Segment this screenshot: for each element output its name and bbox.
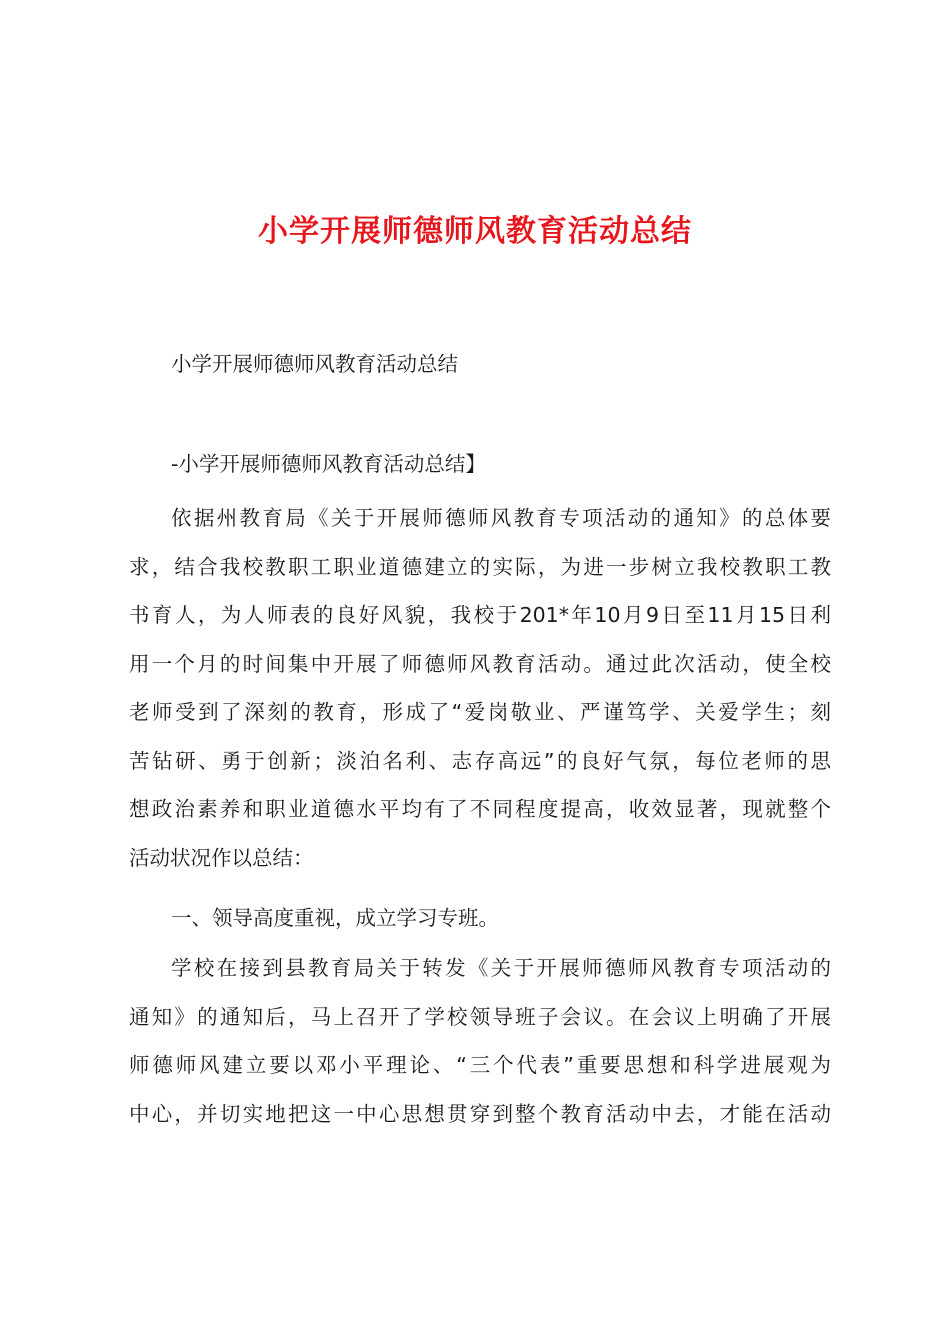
paragraph-line: 苦钻研、勇于创新；淡泊名利、志存高远”的良好气氛，每位老师的思 (129, 748, 831, 773)
paragraph-line: 用一个月的时间集中开展了师德师风教育活动。通过此次活动，使全校 (129, 651, 831, 676)
paragraph-line: 老师受到了深刻的教育，形成了“爱岗敬业、严谨笃学、关爱学生；刻 (129, 700, 831, 724)
paragraph-line: 通知》的通知后，马上召开了学校领导班子会议。在会议上明确了开展 (129, 1004, 831, 1029)
source-bracket-line: -小学开展师德师风教育活动总结】 (171, 452, 486, 476)
document-subtitle: 小学开展师德师风教育活动总结 (171, 352, 458, 376)
paragraph-line: 中心，并切实地把这一中心思想贯穿到整个教育活动中去，才能在活动 (129, 1101, 831, 1126)
section-heading-1 (129, 894, 831, 943)
paragraph-line: 书育人，为人师表的良好风貌，我校于201*年10月9日至11月15日利 (129, 603, 831, 627)
document-title: 小学开展师德师风教育活动总结 (258, 214, 692, 249)
paragraph-line: 依据州教育局《关于开展师德师风教育专项活动的通知》的总体要 (171, 506, 831, 530)
paragraph-line: 学校在接到县教育局关于转发《关于开展师德师风教育专项活动的 (171, 956, 831, 980)
paragraph-line: 求，结合我校教职工职业道德建立的实际，为进一步树立我校教职工教 (129, 554, 831, 579)
paragraph-line: 师德师风建立要以邓小平理论、“三个代表”重要思想和科学进展观为 (129, 1053, 831, 1077)
section-heading-text: 一、领导高度重视，成立学习专班。 (171, 906, 499, 930)
paragraph-section1 (129, 944, 831, 1138)
paragraph-line: 想政治素养和职业道德水平均有了不同程度提高，收效显著，现就整个 (129, 797, 831, 821)
paragraph-intro (129, 494, 831, 882)
paragraph-line: 活动状况作以总结： (129, 845, 314, 870)
